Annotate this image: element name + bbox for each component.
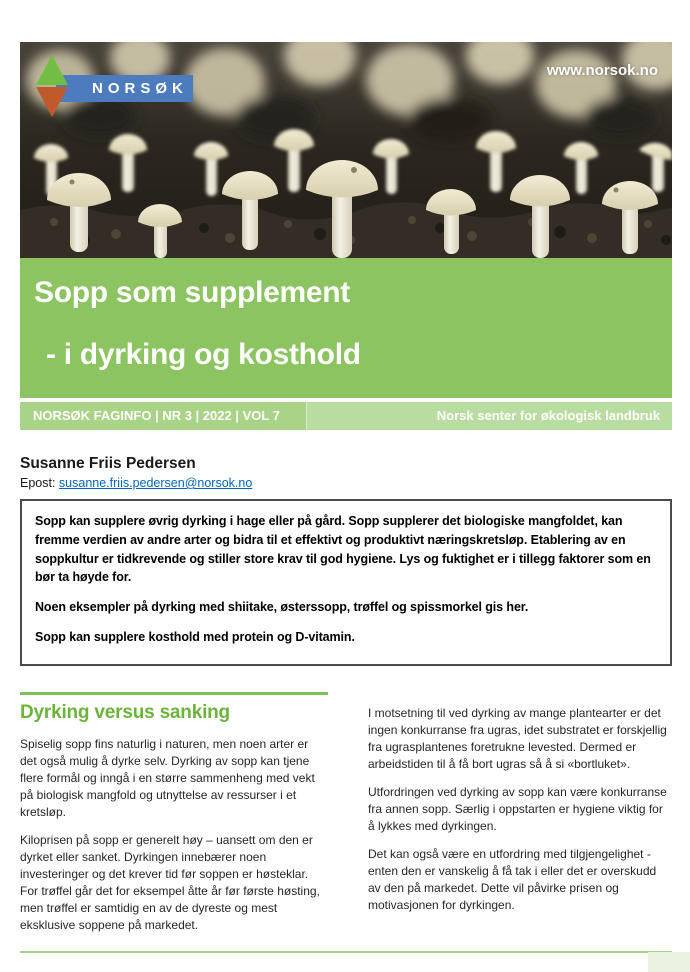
summary-paragraph: Noen eksempler på dyrking med shiitake, østerssopp, trøffel og spissmorkel gis her. — [35, 600, 529, 614]
section-rule — [20, 692, 328, 695]
body-paragraph: Spiselig sopp fins naturlig i naturen, men noen arter er det også mulig å dyrke selv. Dyrking av sopp kan tjene flere formål og inngå i en større sammenheng med vekt på biologisk mangfold og utnyttelse av ressurser i et kretsløp. — [20, 736, 315, 819]
logo-diamond-icon — [35, 54, 69, 118]
issue-info: NORSØK FAGINFO | NR 3 | 2022 | VOL 7 — [20, 402, 307, 430]
email-label: Epost: — [20, 476, 56, 490]
content-area — [20, 455, 672, 953]
website-url[interactable]: www.norsok.no — [546, 62, 658, 79]
footer-rule — [20, 951, 672, 953]
article-columns — [20, 692, 672, 945]
summary-box — [20, 499, 672, 666]
author-name: Susanne Friis Pedersen — [20, 455, 196, 472]
body-paragraph: Utfordringen ved dyrking av sopp kan være konkurranse fra annen sopp. Særlig i oppstarten er hygiene viktig for å lykkes med dyrkingen. — [368, 784, 667, 833]
summary-paragraph: Sopp kan supplere øvrig dyrking i hage eller på gård. Sopp supplerer det biologiske mangfoldet, kan fremme verdien av andre arter og bidra til et effektivt og produktivt næringskretsløp. Etablering av en soppkultur er tidkrevende og stiller store krav til god hygiene. Lys og fuktighet er i tillegg faktorer som en bør ta høyde for. — [35, 514, 651, 585]
org-name: Norsk senter for økologisk landbruk — [307, 402, 672, 430]
left-column — [20, 692, 328, 945]
summary-paragraph: Sopp kan supplere kosthold med protein og D-vitamin. — [35, 629, 355, 644]
author-email-line — [20, 476, 672, 490]
logo-text: NORSØK — [92, 80, 188, 97]
page-subtitle: - i dyrking og kosthold — [46, 338, 361, 371]
page-title: Sopp som supplement — [34, 276, 350, 309]
norsok-logo — [35, 54, 195, 120]
corner-accent — [648, 952, 690, 972]
header-photo — [20, 42, 672, 258]
right-column — [368, 692, 672, 945]
issue-bar — [20, 402, 672, 430]
logo-plate — [56, 75, 193, 102]
body-paragraph: Kiloprisen på sopp er generelt høy – uansett om den er dyrket eller sanket. Dyrkingen innebærer noen investeringer og det krever tid før soppen er høsteklar. For trøffel går det for eksempel åtte år før første høsting, men trøffel er samtidig en av de dyreste og mest eksklusive soppene på markedet. — [20, 832, 320, 932]
body-paragraph: I motsetning til ved dyrking av mange plantearter er det ingen konkurranse fra ugras, idet substratet er forskjellig fra ugrasplantenes foretrukne levested. Dermed er arbeidstiden til å få bort ugras så å si «bortluket». — [368, 705, 667, 771]
title-banner — [20, 258, 672, 398]
section-heading: Dyrking versus sanking — [20, 701, 230, 723]
body-paragraph: Det kan også være en utfordring med tilgjengelighet - enten den er vanskelig å få tak i eller det er overskudd av den på markedet. Dette vil påvirke prisen og motivasjonen for dyrkingen. — [368, 846, 657, 912]
email-link[interactable]: susanne.friis.pedersen@norsok.no — [58, 476, 253, 490]
